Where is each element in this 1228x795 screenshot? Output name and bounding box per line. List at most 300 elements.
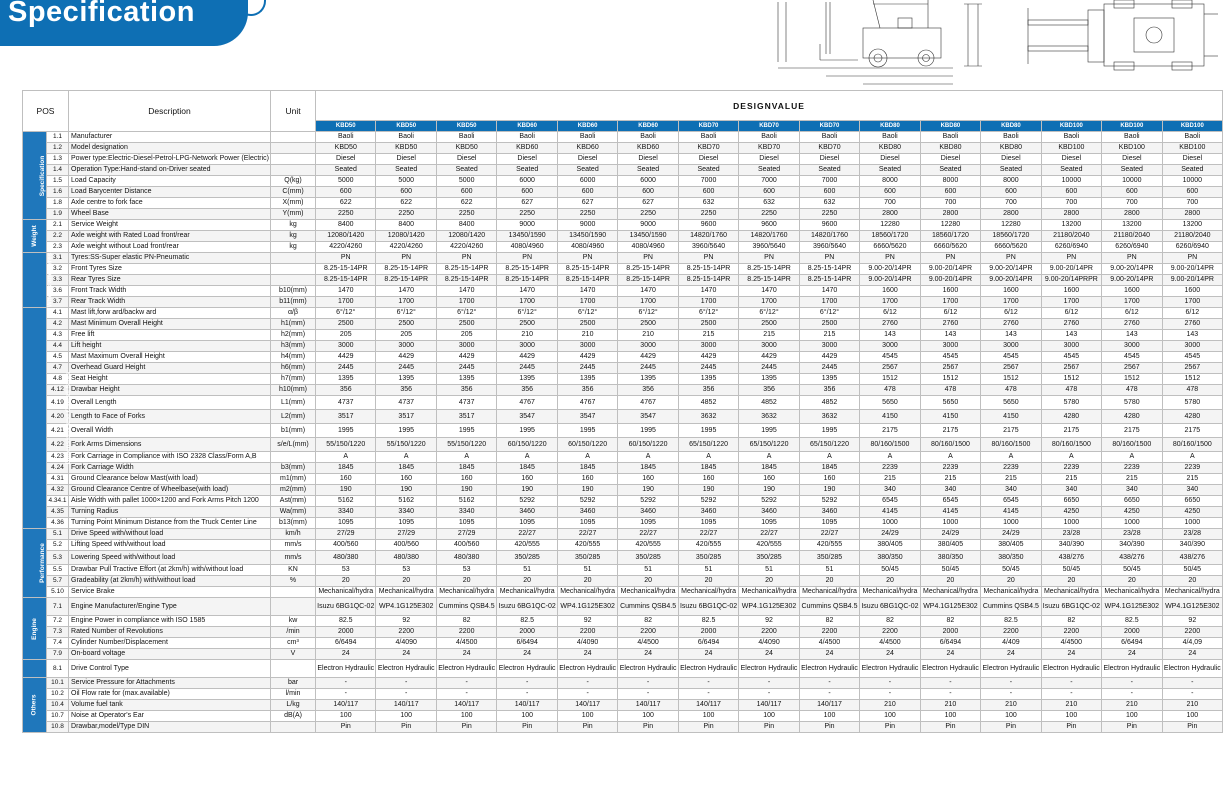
model-header: KBD60 [618, 121, 678, 132]
value-cell: 24 [981, 649, 1041, 660]
value-cell: 22/27 [557, 529, 617, 540]
value-cell: Electron Hydraulic [1041, 660, 1101, 678]
description-cell: Drawbar Pull Tractive Effort (at 2km/h) with/without load [69, 565, 271, 576]
value-cell: 8.25-15-14PR [739, 264, 799, 275]
value-cell: 350/285 [618, 551, 678, 565]
value-cell: 5780 [1041, 396, 1101, 410]
value-cell: 13450/1590 [557, 231, 617, 242]
value-cell: 82.5 [981, 616, 1041, 627]
value-cell: 600 [678, 187, 738, 198]
pos-cell: 4.19 [47, 396, 69, 410]
unit-cell: bar [271, 678, 316, 689]
value-cell: 4150 [920, 410, 980, 424]
value-cell: 6000 [497, 176, 557, 187]
value-cell: 53 [436, 565, 496, 576]
value-cell: Cummins QSB4.5 [436, 598, 496, 616]
value-cell: Mechanical/hydra [1041, 587, 1101, 598]
spec-row [23, 374, 1223, 385]
value-cell: 4250 [1041, 507, 1101, 518]
value-cell: Baoli [618, 132, 678, 143]
value-cell: 215 [739, 330, 799, 341]
value-cell: KBD100 [1041, 143, 1101, 154]
section-label [23, 660, 47, 678]
value-cell: 6°/12° [376, 308, 436, 319]
value-cell: 215 [920, 474, 980, 485]
value-cell: 80/160/1500 [1162, 438, 1222, 452]
value-cell: 24 [678, 649, 738, 660]
value-cell: 6°/12° [678, 308, 738, 319]
value-cell: 10000 [1102, 176, 1162, 187]
value-cell: Diesel [557, 154, 617, 165]
spec-row [23, 722, 1223, 733]
unit-cell [271, 165, 316, 176]
value-cell: 210 [497, 330, 557, 341]
value-cell: 1095 [739, 518, 799, 529]
value-cell: 55/150/1220 [376, 438, 436, 452]
value-cell: 1095 [376, 518, 436, 529]
pos-cell: 10.2 [47, 689, 69, 700]
value-cell: 622 [376, 198, 436, 209]
unit-cell: L2(mm) [271, 410, 316, 424]
value-cell: 8.25-15-14PR [739, 275, 799, 286]
value-cell: 55/150/1220 [316, 438, 376, 452]
value-cell: 55/150/1220 [436, 438, 496, 452]
unit-cell: s/e/L(mm) [271, 438, 316, 452]
value-cell: 1845 [678, 463, 738, 474]
value-cell: A [436, 452, 496, 463]
unit-cell: Wa(mm) [271, 507, 316, 518]
value-cell: 4280 [1041, 410, 1101, 424]
value-cell: 12280 [920, 220, 980, 231]
model-header: KBD100 [1102, 121, 1162, 132]
value-cell: 3000 [739, 341, 799, 352]
pos-cell: 4.31 [47, 474, 69, 485]
value-cell: - [376, 678, 436, 689]
value-cell: 92 [739, 616, 799, 627]
value-cell: 8.25-15-14PR [678, 275, 738, 286]
value-cell: 24 [860, 649, 920, 660]
value-cell: 2445 [376, 363, 436, 374]
value-cell: 478 [1041, 385, 1101, 396]
value-cell: - [920, 678, 980, 689]
spec-row [23, 187, 1223, 198]
value-cell: 356 [678, 385, 738, 396]
value-cell: Mechanical/hydra [497, 587, 557, 598]
pos-cell: 2.3 [47, 242, 69, 253]
value-cell: 160 [376, 474, 436, 485]
value-cell: 2445 [497, 363, 557, 374]
spec-row [23, 529, 1223, 540]
value-cell: 3517 [436, 410, 496, 424]
value-cell: 8.25-15-14PR [436, 264, 496, 275]
value-cell: Pin [920, 722, 980, 733]
value-cell: 700 [1102, 198, 1162, 209]
pos-cell: 5.2 [47, 540, 69, 551]
value-cell: 2250 [436, 209, 496, 220]
value-cell: 2200 [557, 627, 617, 638]
value-cell: 2239 [981, 463, 1041, 474]
value-cell: 82 [860, 616, 920, 627]
pos-cell: 7.1 [47, 598, 69, 616]
value-cell: 380/405 [920, 540, 980, 551]
value-cell: 632 [739, 198, 799, 209]
value-cell: 215 [678, 330, 738, 341]
value-cell: 50/45 [1102, 565, 1162, 576]
value-cell: 20 [860, 576, 920, 587]
value-cell: 9.00-20/14PR [860, 264, 920, 275]
pos-cell: 4.24 [47, 463, 69, 474]
value-cell: 4/4090 [376, 638, 436, 649]
spec-row [23, 576, 1223, 587]
unit-cell: b11(mm) [271, 297, 316, 308]
pos-cell: 4.32 [47, 485, 69, 496]
description-cell: Oil Flow rate for (max.available) [69, 689, 271, 700]
value-cell: 8.25-15-14PR [436, 275, 496, 286]
value-cell: 5650 [920, 396, 980, 410]
value-cell: 210 [920, 700, 980, 711]
value-cell: 4429 [739, 352, 799, 363]
value-cell: 3460 [618, 507, 678, 518]
unit-cell: km/h [271, 529, 316, 540]
value-cell: 1600 [1102, 286, 1162, 297]
value-cell: 4737 [376, 396, 436, 410]
value-cell: 3000 [920, 341, 980, 352]
value-cell: 2800 [1041, 209, 1101, 220]
value-cell: 4429 [799, 352, 859, 363]
value-cell: 1395 [316, 374, 376, 385]
value-cell: PN [436, 253, 496, 264]
description-cell: Tyres:SS-Super elastic PN-Pneumatic [69, 253, 271, 264]
pos-cell: 2.1 [47, 220, 69, 231]
pos-cell: 1.3 [47, 154, 69, 165]
unit-cell [271, 452, 316, 463]
pos-cell: 10.1 [47, 678, 69, 689]
pos-cell: 10.7 [47, 711, 69, 722]
unit-cell: cm³ [271, 638, 316, 649]
value-cell: 24 [1162, 649, 1222, 660]
value-cell: KBD60 [497, 143, 557, 154]
value-cell: Mechanical/hydra [436, 587, 496, 598]
value-cell: Pin [799, 722, 859, 733]
value-cell: 24 [557, 649, 617, 660]
value-cell: 100 [376, 711, 436, 722]
value-cell: 1700 [618, 297, 678, 308]
value-cell: 340 [1041, 485, 1101, 496]
spec-row [23, 700, 1223, 711]
value-cell: 100 [618, 711, 678, 722]
value-cell: 3460 [678, 507, 738, 518]
description-cell: Mast Minimum Overall Height [69, 319, 271, 330]
value-cell: 8400 [376, 220, 436, 231]
value-cell: 478 [860, 385, 920, 396]
value-cell: 6545 [860, 496, 920, 507]
pos-cell: 4.4 [47, 341, 69, 352]
value-cell: 80/160/1500 [1041, 438, 1101, 452]
value-cell: Baoli [557, 132, 617, 143]
value-cell: KBD80 [981, 143, 1041, 154]
value-cell: 1995 [376, 424, 436, 438]
value-cell: Diesel [1041, 154, 1101, 165]
value-cell: 1995 [618, 424, 678, 438]
unit-cell: m1(mm) [271, 474, 316, 485]
description-cell: Rear Track Width [69, 297, 271, 308]
value-cell: 438/276 [1102, 551, 1162, 565]
value-cell: 2000 [316, 627, 376, 638]
value-cell: 8.25-15-14PR [557, 275, 617, 286]
value-cell: 1700 [436, 297, 496, 308]
value-cell: 340/390 [1102, 540, 1162, 551]
pos-cell: 8.1 [47, 660, 69, 678]
value-cell: 143 [981, 330, 1041, 341]
value-cell: Cummins QSB4.5 [981, 598, 1041, 616]
value-cell: 1845 [316, 463, 376, 474]
value-cell: Pin [981, 722, 1041, 733]
value-cell: 2800 [920, 209, 980, 220]
value-cell: 1395 [739, 374, 799, 385]
value-cell: 1512 [1102, 374, 1162, 385]
value-cell: 1000 [1102, 518, 1162, 529]
value-cell: Baoli [316, 132, 376, 143]
value-cell: 600 [799, 187, 859, 198]
unit-cell [271, 154, 316, 165]
value-cell: A [557, 452, 617, 463]
description-cell: Ground Clearance Centre of Wheelbase(with load) [69, 485, 271, 496]
value-cell: Electron Hydraulic [1162, 660, 1222, 678]
unit-cell: h6(mm) [271, 363, 316, 374]
section-label-text: Dimensions and Overall Sizes [65, 371, 73, 465]
value-cell: KBD80 [920, 143, 980, 154]
value-cell: 600 [1102, 187, 1162, 198]
unit-cell: Q(kg) [271, 176, 316, 187]
value-cell: 205 [316, 330, 376, 341]
value-cell: 82 [920, 616, 980, 627]
value-cell: 4145 [860, 507, 920, 518]
value-cell: 2500 [799, 319, 859, 330]
value-cell: Diesel [860, 154, 920, 165]
unit-cell: KN [271, 565, 316, 576]
value-cell: 340 [860, 485, 920, 496]
value-cell: 1395 [557, 374, 617, 385]
spec-row [23, 264, 1223, 275]
value-cell: 5162 [316, 496, 376, 507]
pos-cell: 7.4 [47, 638, 69, 649]
spec-row [23, 253, 1223, 264]
value-cell: 2445 [618, 363, 678, 374]
value-cell: 6/6494 [920, 638, 980, 649]
value-cell: 5000 [316, 176, 376, 187]
pos-cell: 3.3 [47, 275, 69, 286]
value-cell: Electron Hydraulic [860, 660, 920, 678]
value-cell: 100 [436, 711, 496, 722]
pos-cell: 4.7 [47, 363, 69, 374]
value-cell: 2445 [678, 363, 738, 374]
spec-row [23, 209, 1223, 220]
value-cell: PN [497, 253, 557, 264]
value-cell: WP4.1G125E302 [920, 598, 980, 616]
value-cell: 5292 [678, 496, 738, 507]
value-cell: 9600 [739, 220, 799, 231]
value-cell: 2500 [497, 319, 557, 330]
value-cell: Diesel [799, 154, 859, 165]
value-cell: 23/28 [1102, 529, 1162, 540]
value-cell: 3000 [436, 341, 496, 352]
value-cell: 6°/12° [497, 308, 557, 319]
value-cell: 50/45 [1041, 565, 1101, 576]
value-cell: 20 [1162, 576, 1222, 587]
value-cell: 143 [860, 330, 920, 341]
value-cell: 1700 [678, 297, 738, 308]
value-cell: 2200 [618, 627, 678, 638]
value-cell: 140/117 [557, 700, 617, 711]
value-cell: 24/29 [920, 529, 980, 540]
value-cell: Baoli [920, 132, 980, 143]
value-cell: Seated [739, 165, 799, 176]
value-cell: 13200 [1041, 220, 1101, 231]
value-cell: 2250 [557, 209, 617, 220]
value-cell: 340 [1102, 485, 1162, 496]
value-cell: 6/12 [1041, 308, 1101, 319]
description-cell: Free lift [69, 330, 271, 341]
value-cell: 340/390 [1041, 540, 1101, 551]
section-label-text: Engine [30, 617, 38, 640]
description-cell: Rear Tyres Size [69, 275, 271, 286]
value-cell: - [1102, 689, 1162, 700]
section-label-text: Others [30, 694, 38, 716]
value-cell: PN [376, 253, 436, 264]
value-cell: 50/45 [1162, 565, 1222, 576]
value-cell: 3000 [376, 341, 436, 352]
value-cell: 140/117 [799, 700, 859, 711]
value-cell: 1700 [860, 297, 920, 308]
value-cell: - [739, 678, 799, 689]
value-cell: 14820/1760 [739, 231, 799, 242]
value-cell: 6°/12° [557, 308, 617, 319]
value-cell: 65/150/1220 [678, 438, 738, 452]
value-cell: 1512 [920, 374, 980, 385]
value-cell: 1095 [316, 518, 376, 529]
value-cell: Isuzu 6BG1QC-02 [1041, 598, 1101, 616]
value-cell: 380/405 [860, 540, 920, 551]
value-cell: 3460 [799, 507, 859, 518]
value-cell: 21180/2040 [1102, 231, 1162, 242]
spec-row [23, 319, 1223, 330]
unit-cell: kg [271, 220, 316, 231]
model-header: KBD80 [920, 121, 980, 132]
value-cell: 1845 [739, 463, 799, 474]
model-header: KBD50 [376, 121, 436, 132]
value-cell: 4220/4260 [436, 242, 496, 253]
value-cell: 1845 [436, 463, 496, 474]
value-cell: 1000 [981, 518, 1041, 529]
value-cell: 51 [799, 565, 859, 576]
value-cell: 5780 [1162, 396, 1222, 410]
value-cell: 6000 [618, 176, 678, 187]
value-cell: Pin [557, 722, 617, 733]
value-cell: 140/117 [678, 700, 738, 711]
value-cell: 1995 [436, 424, 496, 438]
value-cell: Mechanical/hydra [920, 587, 980, 598]
value-cell: 10000 [1162, 176, 1222, 187]
section-label-text: Wheels and Tyres [46, 252, 54, 308]
description-cell: Ground Clearance below Mast(with load) [69, 474, 271, 485]
model-header: KBD50 [316, 121, 376, 132]
value-cell: Seated [1162, 165, 1222, 176]
value-cell: 1845 [376, 463, 436, 474]
value-cell: 4429 [497, 352, 557, 363]
value-cell: - [860, 678, 920, 689]
value-cell: 600 [1162, 187, 1222, 198]
value-cell: 12080/1420 [376, 231, 436, 242]
value-cell: A [618, 452, 678, 463]
value-cell: 50/45 [981, 565, 1041, 576]
value-cell: 215 [860, 474, 920, 485]
value-cell: A [376, 452, 436, 463]
value-cell: 700 [860, 198, 920, 209]
value-cell: 600 [860, 187, 920, 198]
value-cell: 24 [1041, 649, 1101, 660]
spec-row [23, 551, 1223, 565]
value-cell: 356 [618, 385, 678, 396]
value-cell: 3000 [981, 341, 1041, 352]
value-cell: 22/27 [739, 529, 799, 540]
value-cell: 356 [376, 385, 436, 396]
value-cell: 7000 [678, 176, 738, 187]
value-cell: 5650 [860, 396, 920, 410]
value-cell: 4280 [1102, 410, 1162, 424]
value-cell: 205 [436, 330, 496, 341]
value-cell: 2500 [739, 319, 799, 330]
value-cell: Diesel [376, 154, 436, 165]
value-cell: 2567 [920, 363, 980, 374]
value-cell: 1845 [497, 463, 557, 474]
value-cell: 4150 [860, 410, 920, 424]
model-header: KBD80 [860, 121, 920, 132]
value-cell: 20 [497, 576, 557, 587]
value-cell: 1470 [376, 286, 436, 297]
value-cell: 1600 [920, 286, 980, 297]
value-cell: 2445 [739, 363, 799, 374]
value-cell: 24 [436, 649, 496, 660]
section-label [23, 598, 47, 660]
unit-cell [271, 598, 316, 616]
value-cell: - [799, 689, 859, 700]
value-cell: 160 [799, 474, 859, 485]
value-cell: 143 [1041, 330, 1101, 341]
value-cell: 2175 [981, 424, 1041, 438]
value-cell: 400/560 [376, 540, 436, 551]
value-cell: - [557, 678, 617, 689]
value-cell: 1700 [1102, 297, 1162, 308]
value-cell: 700 [981, 198, 1041, 209]
unit-cell: α/β [271, 308, 316, 319]
value-cell: 4737 [436, 396, 496, 410]
section-label-text: Specification [39, 155, 47, 196]
value-cell: 5162 [376, 496, 436, 507]
value-cell: 20 [739, 576, 799, 587]
value-cell: 3547 [618, 410, 678, 424]
value-cell: Pin [1102, 722, 1162, 733]
unit-cell [271, 275, 316, 286]
value-cell: 51 [739, 565, 799, 576]
value-cell: Seated [316, 165, 376, 176]
value-cell: 215 [1041, 474, 1101, 485]
pos-cell: 1.4 [47, 165, 69, 176]
section-label [23, 529, 47, 598]
value-cell: 6260/6940 [1162, 242, 1222, 253]
value-cell: 3460 [497, 507, 557, 518]
value-cell: KBD50 [316, 143, 376, 154]
value-cell: 1470 [618, 286, 678, 297]
